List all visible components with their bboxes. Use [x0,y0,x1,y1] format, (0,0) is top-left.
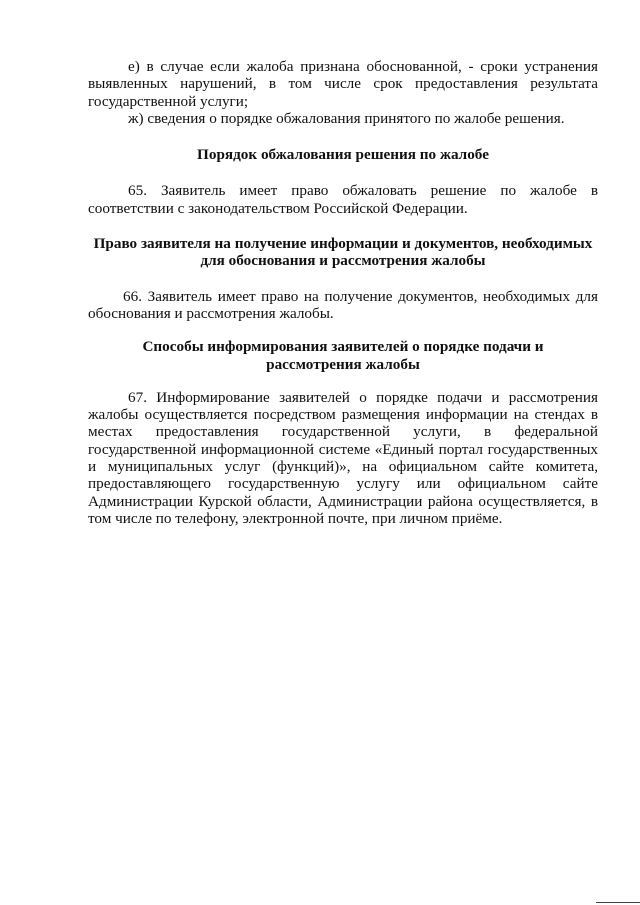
section-heading-inform-line-1: Способы информирования заявителей о порядке подачи и [142,338,544,356]
section-heading-inform-line-2: рассмотрения жалобы [266,355,420,373]
paragraph-66: 66. Заявитель имеет право на получение документов, необходимых для обоснования и рассмотрения жалобы. [88,287,598,322]
section-heading-appeal-text: Порядок обжалования решения по жалобе [197,146,489,164]
list-item-zh: ж) сведения о порядке обжалования принятого по жалобе решения. [128,109,565,127]
section-heading-rights-line-1: Право заявителя на получение информации и документов, необходимых [93,235,593,253]
page-edge-mark [596,902,640,903]
section-heading-inform [88,338,598,373]
section-heading-rights-line-2: для обоснования и рассмотрения жалобы [200,252,486,270]
section-heading-rights [88,235,598,270]
list-item-e: е) в случае если жалоба признана обоснованной, - сроки устранения выявленных нарушений, в том числе срок предоставления результата государственной услуги; [88,58,598,110]
document-page [88,58,598,527]
paragraph-67: 67. Информирование заявителей о порядке подачи и рассмотрения жалобы осуществляется посредством размещения информации на стендах в местах предоставления государственной услуги, в федеральной государственной информационной системе «Единый портал государственных и муниципальных услуг (функций)», на официальном сайте комитета, предоставляющего государственную услугу или официальном сайте Администрации Курской области, Администрации района осуществляется, в том числе по телефону, электронной почте, при личном приёме. [88,388,598,527]
paragraph-65: 65. Заявитель имеет право обжаловать решение по жалобе в соответствии с законодательством Российской Федерации. [88,182,598,217]
section-heading-appeal [88,146,598,163]
